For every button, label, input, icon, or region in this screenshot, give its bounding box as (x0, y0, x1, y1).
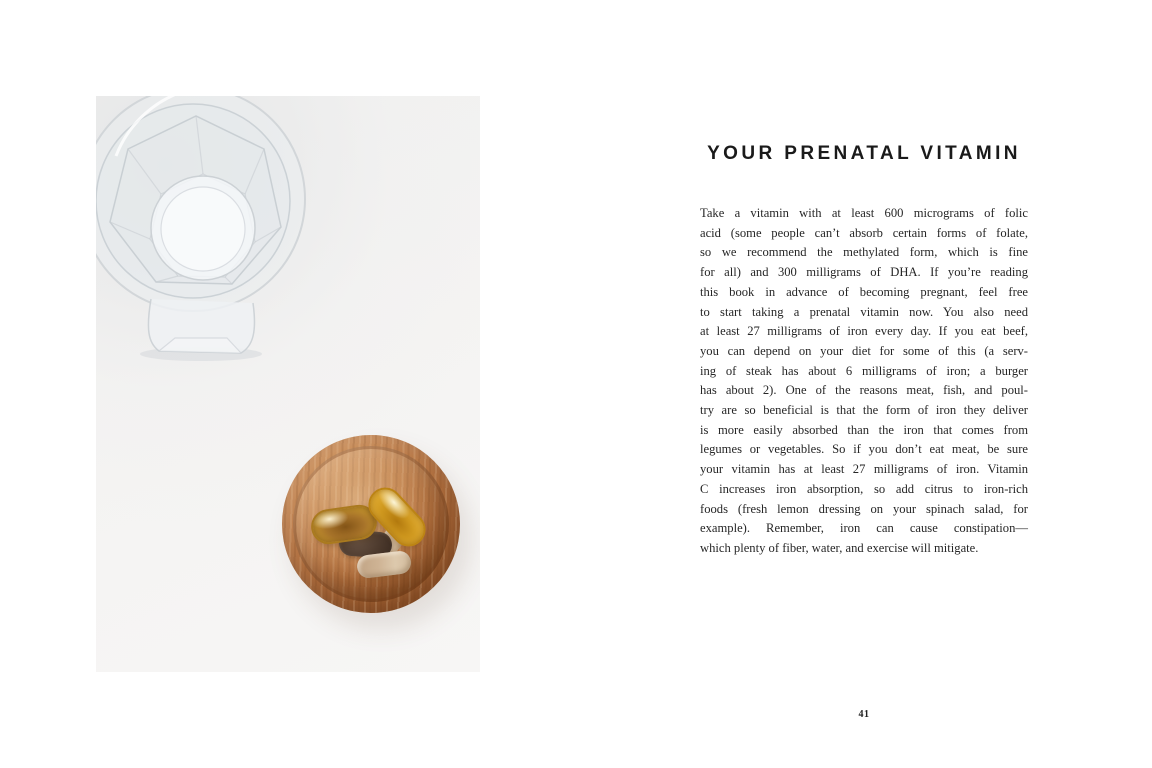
right-page (576, 0, 1152, 768)
paragraph-line: which plenty of fiber, water, and exercise will mitigate. (700, 540, 979, 555)
paragraph-line: acid (some people can’t absorb certain forms of folate, (700, 225, 1028, 240)
paragraph-line: at least 27 milligrams of iron every day. If you eat beef, (700, 324, 1028, 339)
paragraph-line: example). Remember, iron can cause constipation— (700, 521, 1028, 536)
paragraph-line: ing of steak has about 6 milligrams of iron; a burger (700, 363, 1028, 378)
paragraph-line: legumes or vegetables. So if you don’t eat meat, be sure (700, 442, 1028, 457)
paragraph-line: Take a vitamin with at least 600 micrograms of folic (700, 206, 1028, 220)
page-number: 41 (858, 709, 870, 720)
paragraph-line: you can depend on your diet for some of this (a serv- (700, 343, 1028, 358)
page-title: YOUR PRENATAL VITAMIN (707, 143, 1021, 164)
paragraph-line: foods (fresh lemon dressing on your spinach salad, for (700, 501, 1028, 516)
paragraph-line: your vitamin has at least 27 milligrams of iron. Vitamin (700, 462, 1028, 477)
paragraph-line: C increases iron absorption, so add citrus to iron-rich (700, 481, 1028, 496)
paragraph-line: for all) and 300 milligrams of DHA. If you’re reading (700, 265, 1028, 280)
prenatal-vitamins-photo (96, 96, 480, 672)
body-paragraph (700, 204, 1028, 559)
paragraph-line: so we recommend the methylated form, which is fine (700, 245, 1028, 260)
paragraph-line: try are so beneficial is that the form of iron they deliver (700, 403, 1028, 418)
paragraph-line: is more easily absorbed than the iron that comes from (700, 422, 1028, 437)
paragraph-line: has about 2). One of the reasons meat, fish, and poul- (700, 383, 1028, 398)
paragraph-line: this book in advance of becoming pregnant, feel free (700, 284, 1028, 299)
paragraph-line: to start taking a prenatal vitamin now. You also need (700, 304, 1028, 319)
